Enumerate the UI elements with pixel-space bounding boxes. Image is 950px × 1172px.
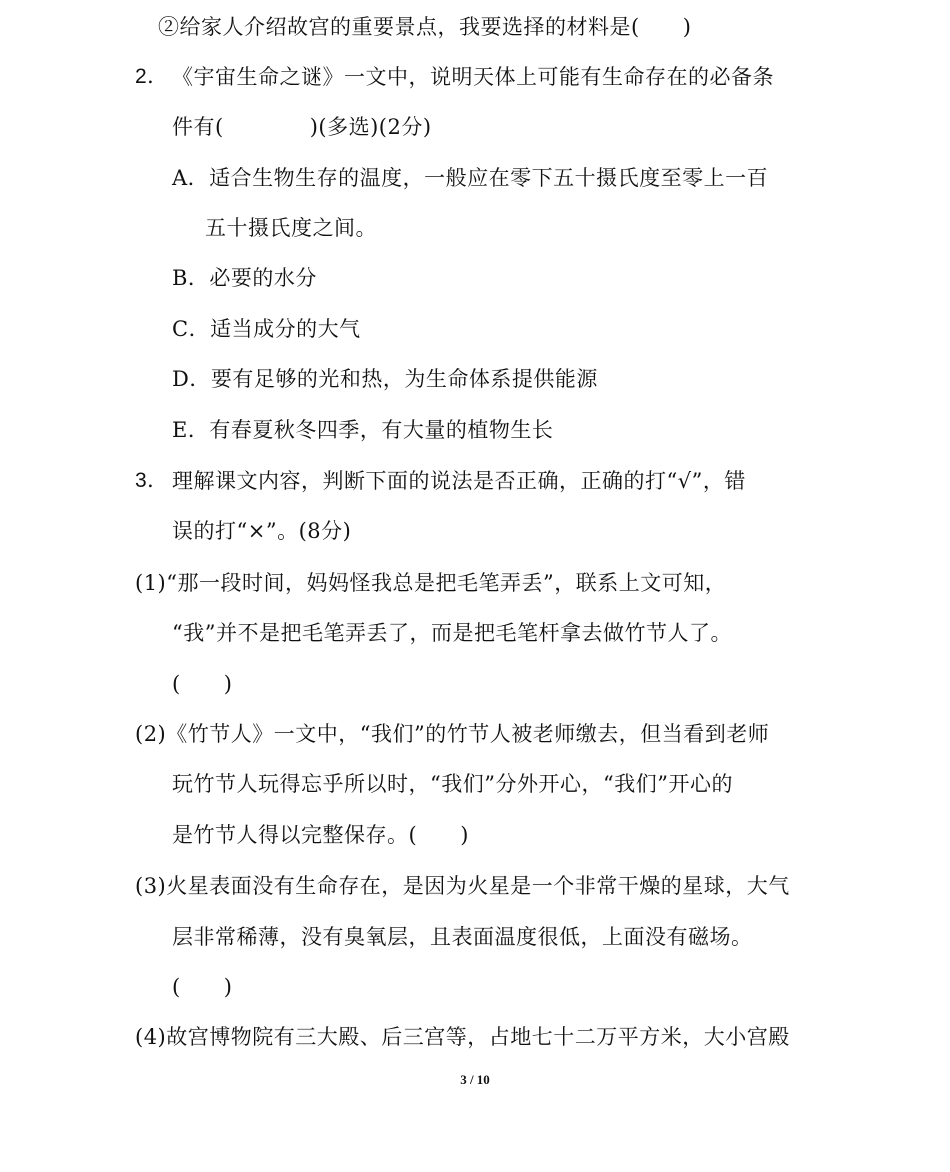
option-a-line-2: 五十摄氏度之间。	[205, 216, 377, 240]
question-3-number: 3．	[135, 469, 169, 492]
question-3-stem-line-2: 误的打“×”。(8分)	[172, 519, 352, 543]
question-2-number: 2．	[135, 65, 169, 88]
statement-3-line-2: 层非常稀薄，没有臭氧层，且表面温度很低，上面没有磁场。	[172, 925, 753, 949]
statement-2-line-2: 玩竹节人玩得忘乎所以时，“我们”分外开心，“我们”开心的	[172, 772, 733, 796]
q1-subitem-2-line: ②给家人介绍故宫的重要景点，我要选择的材料是( )	[158, 15, 692, 39]
option-b: B．必要的水分	[172, 266, 317, 290]
statement-1-line-1: (1)“那一段时间，妈妈怪我总是把毛笔弄丢”，联系上文可知，	[135, 571, 727, 595]
page-number: 3 / 10	[460, 1072, 490, 1087]
statement-4-line-1: (4)故宫博物院有三大殿、后三宫等，占地七十二万平方米，大小宫殿	[135, 1025, 790, 1049]
option-a-line-1: A．适合生物生存的温度，一般应在零下五十摄氏度至零上一百	[172, 166, 769, 190]
statement-3-answer-blank: ( )	[172, 975, 233, 999]
question-3-stem-line-1: 理解课文内容，判断下面的说法是否正确，正确的打“√”，错	[172, 469, 746, 493]
statement-2-line-1: (2)《竹节人》一文中，“我们”的竹节人被老师缴去，但当看到老师	[135, 722, 770, 746]
option-d: D．要有足够的光和热，为生命体系提供能源	[172, 367, 598, 391]
statement-1-line-2: “我”并不是把毛笔弄丢了，而是把毛笔杆拿去做竹节人了。	[172, 621, 732, 645]
statement-2-line-3: 是竹节人得以完整保存。( )	[172, 823, 469, 847]
question-2-stem-line-2: 件有( )(多选)(2分)	[172, 115, 432, 139]
option-e: E．有春夏秋冬四季，有大量的植物生长	[172, 418, 554, 442]
question-2-stem-line-1: 《宇宙生命之谜》一文中，说明天体上可能有生命存在的必备条	[172, 65, 774, 89]
statement-3-line-1: (3)火星表面没有生命存在，是因为火星是一个非常干燥的星球，大气	[135, 874, 790, 898]
statement-1-answer-blank: ( )	[172, 672, 233, 696]
option-c: C．适当成分的大气	[172, 317, 361, 341]
